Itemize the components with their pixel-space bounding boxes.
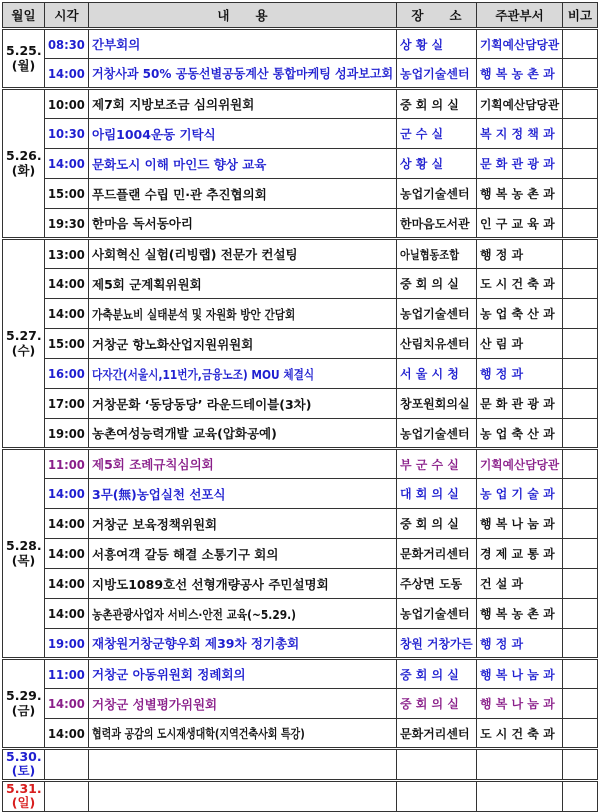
event-place bbox=[397, 719, 477, 749]
event-dept-text: 문 화 관 광 과 bbox=[480, 157, 555, 171]
event-time bbox=[45, 119, 89, 149]
event-place bbox=[397, 780, 477, 811]
schedule-row bbox=[3, 269, 598, 299]
event-dept bbox=[477, 719, 563, 749]
schedule-row bbox=[3, 749, 598, 781]
schedule-row bbox=[3, 119, 598, 149]
schedule-row bbox=[3, 149, 598, 179]
day-date-cell bbox=[3, 780, 45, 811]
event-content bbox=[89, 479, 397, 509]
day-date-cell bbox=[3, 749, 45, 781]
schedule-row bbox=[3, 719, 598, 749]
event-content-text: 지방도1089호선 선형개량공사 주민설명회 bbox=[92, 576, 329, 592]
event-time-text: 14:00 bbox=[48, 276, 85, 291]
event-place bbox=[397, 389, 477, 419]
event-note bbox=[563, 449, 598, 479]
event-place bbox=[397, 179, 477, 209]
event-place-text: 중 회 의 실 bbox=[400, 277, 459, 291]
event-time bbox=[45, 689, 89, 719]
event-time bbox=[45, 89, 89, 119]
event-dept bbox=[477, 479, 563, 509]
day-date: 5.31. bbox=[6, 780, 42, 796]
event-dept-text: 농 업 기 술 과 bbox=[480, 487, 555, 501]
event-dept-text: 행 복 나 눔 과 bbox=[480, 697, 555, 711]
event-content bbox=[89, 689, 397, 719]
event-time-text: 14:00 bbox=[48, 576, 85, 591]
event-note bbox=[563, 749, 598, 781]
event-content bbox=[89, 419, 397, 449]
event-content-text: 한마음 독서동아리 bbox=[92, 216, 193, 231]
event-place bbox=[397, 599, 477, 629]
event-place-text: 상 황 실 bbox=[400, 37, 444, 52]
event-dept bbox=[477, 89, 563, 119]
event-time bbox=[45, 539, 89, 569]
day-date-cell bbox=[3, 239, 45, 449]
event-dept bbox=[477, 269, 563, 299]
event-note bbox=[563, 89, 598, 119]
header-content: 내 용 bbox=[89, 3, 397, 29]
header-place: 장 소 bbox=[397, 3, 477, 29]
event-time-text: 14:00 bbox=[48, 306, 85, 321]
event-place bbox=[397, 629, 477, 659]
event-dept bbox=[477, 509, 563, 539]
event-content-text: 간부회의 bbox=[92, 37, 141, 52]
event-time bbox=[45, 59, 89, 89]
event-time-text: 13:00 bbox=[48, 246, 85, 262]
day-weekday: (수) bbox=[11, 342, 36, 358]
day-date-cell bbox=[3, 449, 45, 659]
event-place bbox=[397, 689, 477, 719]
event-place-text: 산림치유센터 bbox=[400, 337, 470, 351]
event-dept-text: 경 제 교 통 과 bbox=[480, 547, 555, 561]
event-content bbox=[89, 719, 397, 749]
event-dept bbox=[477, 299, 563, 329]
event-time bbox=[45, 569, 89, 599]
event-dept-text: 행 복 농 촌 과 bbox=[480, 187, 555, 201]
event-dept bbox=[477, 119, 563, 149]
day-date-cell bbox=[3, 89, 45, 239]
event-content-text: 농촌여성능력개발 교육(압화공예) bbox=[92, 426, 277, 441]
event-time bbox=[45, 359, 89, 389]
event-content bbox=[89, 59, 397, 89]
event-content-text: 거창문화 ‘동당동당’ 라운드테이블(3차) bbox=[92, 396, 312, 412]
schedule-row bbox=[3, 599, 598, 629]
event-time-text: 14:00 bbox=[48, 696, 85, 711]
event-content bbox=[89, 569, 397, 599]
event-dept-text: 행 정 과 bbox=[480, 367, 524, 381]
event-note bbox=[563, 389, 598, 419]
event-note bbox=[563, 689, 598, 719]
event-place bbox=[397, 59, 477, 89]
schedule-row bbox=[3, 89, 598, 119]
event-content bbox=[89, 780, 397, 811]
event-dept-text: 행 복 농 촌 과 bbox=[480, 66, 555, 81]
event-content-text: 거창군 보육정책위원회 bbox=[92, 516, 218, 532]
event-place-text: 농업기술센터 bbox=[400, 307, 470, 321]
event-dept bbox=[477, 780, 563, 811]
event-dept-text: 도 시 건 축 과 bbox=[480, 726, 555, 741]
event-dept-text: 행 복 나 눔 과 bbox=[480, 667, 555, 682]
event-content bbox=[89, 599, 397, 629]
day-date: 5.29. bbox=[6, 688, 42, 704]
schedule-row bbox=[3, 449, 598, 479]
event-content bbox=[89, 269, 397, 299]
event-content bbox=[89, 179, 397, 209]
event-content-text: 가축분뇨비 실태분석 및 자원화 방안 간담회 bbox=[92, 306, 296, 322]
event-dept-text: 문 화 관 광 과 bbox=[480, 397, 555, 411]
event-place-text: 농업기술센터 bbox=[400, 607, 470, 621]
event-dept bbox=[477, 389, 563, 419]
event-time-text: 14:00 bbox=[48, 606, 85, 621]
event-note bbox=[563, 539, 598, 569]
schedule-row bbox=[3, 659, 598, 689]
event-note bbox=[563, 299, 598, 329]
event-place bbox=[397, 29, 477, 59]
event-content-text: 다자간(서울시,11번가,금융노조) MOU 체결식 bbox=[92, 366, 315, 382]
event-dept-text: 행 정 과 bbox=[480, 636, 524, 651]
event-time-text: 14:00 bbox=[48, 725, 85, 741]
event-dept-text: 도 시 건 축 과 bbox=[480, 277, 555, 291]
day-date: 5.26. bbox=[6, 148, 42, 164]
event-dept bbox=[477, 59, 563, 89]
schedule-sheet bbox=[2, 2, 598, 812]
event-time-text: 10:30 bbox=[48, 126, 85, 141]
event-dept-text: 행 복 농 촌 과 bbox=[480, 607, 555, 621]
event-note bbox=[563, 509, 598, 539]
event-place-text: 중 회 의 실 bbox=[400, 517, 459, 531]
event-content-text: 아림1004운동 기탁식 bbox=[92, 126, 216, 142]
event-place-text: 농업기술센터 bbox=[400, 66, 470, 81]
day-weekday: (목) bbox=[11, 552, 36, 568]
event-dept-text: 복 지 정 책 과 bbox=[480, 127, 555, 141]
event-content-text: 거창군 성별평가위원회 bbox=[92, 696, 218, 712]
event-dept-text: 건 설 과 bbox=[480, 577, 524, 591]
schedule-row bbox=[3, 539, 598, 569]
event-content bbox=[89, 389, 397, 419]
event-content-text: 제7회 지방보조금 심의위원회 bbox=[92, 97, 255, 112]
event-dept bbox=[477, 629, 563, 659]
event-place bbox=[397, 539, 477, 569]
schedule-row bbox=[3, 780, 598, 811]
event-place bbox=[397, 479, 477, 509]
event-time-text: 11:00 bbox=[48, 456, 85, 472]
event-place bbox=[397, 359, 477, 389]
event-place-text: 창포원회의실 bbox=[400, 397, 470, 411]
event-content-text: 협력과 공감의 도시재생대학(지역건축사회 특강) bbox=[92, 726, 305, 741]
event-time bbox=[45, 719, 89, 749]
schedule-row bbox=[3, 389, 598, 419]
event-content-text: 제5회 조례규칙심의회 bbox=[92, 457, 214, 472]
event-place-text: 군 수 실 bbox=[400, 127, 444, 141]
event-time bbox=[45, 659, 89, 689]
event-time-text: 15:00 bbox=[48, 186, 85, 201]
event-time-text: 14:00 bbox=[48, 156, 85, 171]
event-time bbox=[45, 509, 89, 539]
event-time bbox=[45, 299, 89, 329]
header-dept: 주관부서 bbox=[477, 3, 563, 29]
event-time-text: 14:00 bbox=[48, 65, 85, 81]
event-note bbox=[563, 119, 598, 149]
event-content bbox=[89, 659, 397, 689]
event-dept bbox=[477, 659, 563, 689]
schedule-row bbox=[3, 419, 598, 449]
event-time bbox=[45, 269, 89, 299]
event-time-text: 10:00 bbox=[48, 96, 85, 112]
event-dept-text: 기획예산담당관 bbox=[480, 97, 560, 112]
event-place bbox=[397, 749, 477, 781]
event-time bbox=[45, 329, 89, 359]
event-note bbox=[563, 239, 598, 269]
event-time-text: 11:00 bbox=[48, 666, 85, 682]
day-weekday: (금) bbox=[11, 702, 36, 718]
weekly-schedule-table bbox=[2, 2, 598, 812]
event-dept-text: 농 업 축 산 과 bbox=[480, 307, 555, 321]
day-date-cell bbox=[3, 29, 45, 89]
event-content-text: 사회혁신 실험(리빙랩) 전문가 컨설팅 bbox=[92, 247, 298, 262]
header-row bbox=[3, 3, 598, 29]
schedule-row bbox=[3, 239, 598, 269]
event-note bbox=[563, 269, 598, 299]
event-place-text: 문화거리센터 bbox=[400, 547, 470, 561]
schedule-row bbox=[3, 479, 598, 509]
event-note bbox=[563, 780, 598, 811]
event-note bbox=[563, 629, 598, 659]
day-date-cell bbox=[3, 659, 45, 749]
event-content bbox=[89, 119, 397, 149]
event-time bbox=[45, 389, 89, 419]
day-date: 5.25. bbox=[6, 43, 42, 59]
schedule-body bbox=[3, 29, 598, 812]
event-content bbox=[89, 539, 397, 569]
event-content-text: 거창군 아동위원회 정례회의 bbox=[92, 667, 246, 682]
event-time bbox=[45, 780, 89, 811]
event-time-text: 08:30 bbox=[48, 36, 85, 52]
event-dept bbox=[477, 689, 563, 719]
event-note bbox=[563, 659, 598, 689]
event-place-text: 주상면 도동 bbox=[400, 577, 463, 591]
event-content bbox=[89, 329, 397, 359]
schedule-row bbox=[3, 209, 598, 239]
event-note bbox=[563, 599, 598, 629]
event-time-text: 16:00 bbox=[48, 366, 85, 381]
event-content-text: 거창군 항노화산업지원위원회 bbox=[92, 336, 254, 352]
event-place bbox=[397, 269, 477, 299]
event-content bbox=[89, 209, 397, 239]
header-time: 시각 bbox=[45, 3, 89, 29]
event-dept bbox=[477, 359, 563, 389]
event-content-text: 제5회 군계획위원회 bbox=[92, 276, 202, 292]
event-dept bbox=[477, 539, 563, 569]
event-dept-text: 산 림 과 bbox=[480, 337, 524, 351]
schedule-row bbox=[3, 509, 598, 539]
event-content bbox=[89, 509, 397, 539]
event-dept bbox=[477, 239, 563, 269]
day-weekday: (일) bbox=[11, 795, 36, 811]
schedule-row bbox=[3, 329, 598, 359]
day-date: 5.28. bbox=[6, 538, 42, 554]
event-content bbox=[89, 749, 397, 781]
schedule-row bbox=[3, 299, 598, 329]
header-date: 월일 bbox=[3, 3, 45, 29]
event-content-text: 농촌관광사업자 서비스·안전 교육(~5.29.) bbox=[92, 606, 296, 622]
event-content bbox=[89, 629, 397, 659]
day-weekday: (화) bbox=[11, 162, 36, 178]
event-content-text: 문화도시 이해 마인드 향상 교육 bbox=[92, 156, 267, 172]
event-time bbox=[45, 209, 89, 239]
event-time-text: 14:00 bbox=[48, 486, 85, 501]
event-place bbox=[397, 89, 477, 119]
event-content bbox=[89, 89, 397, 119]
event-time bbox=[45, 749, 89, 781]
event-place bbox=[397, 149, 477, 179]
event-note bbox=[563, 419, 598, 449]
event-note bbox=[563, 29, 598, 59]
event-time-text: 19:00 bbox=[48, 635, 85, 651]
header-note: 비고 bbox=[563, 3, 598, 29]
event-place bbox=[397, 569, 477, 599]
event-time-text: 14:00 bbox=[48, 546, 85, 561]
event-dept bbox=[477, 329, 563, 359]
event-time bbox=[45, 629, 89, 659]
event-dept bbox=[477, 419, 563, 449]
event-place-text: 한마음도서관 bbox=[400, 216, 470, 231]
event-note bbox=[563, 569, 598, 599]
event-place bbox=[397, 299, 477, 329]
event-place-text: 중 회 의 실 bbox=[400, 97, 459, 112]
event-note bbox=[563, 149, 598, 179]
event-time-text: 17:00 bbox=[48, 396, 85, 411]
event-dept-text: 행 정 과 bbox=[480, 247, 524, 262]
event-dept bbox=[477, 149, 563, 179]
event-content-text: 푸드플랜 수립 민·관 추진협의회 bbox=[92, 186, 267, 202]
schedule-row bbox=[3, 359, 598, 389]
day-date: 5.27. bbox=[6, 328, 42, 344]
event-time-text: 19:00 bbox=[48, 425, 85, 441]
event-dept bbox=[477, 179, 563, 209]
event-content bbox=[89, 299, 397, 329]
event-place bbox=[397, 329, 477, 359]
event-content bbox=[89, 29, 397, 59]
event-note bbox=[563, 59, 598, 89]
event-dept-text: 기획예산담당관 bbox=[480, 457, 560, 472]
event-time bbox=[45, 29, 89, 59]
event-time bbox=[45, 449, 89, 479]
event-content-text: 3무(無)농업실천 선포식 bbox=[92, 486, 226, 502]
event-time-text: 19:30 bbox=[48, 215, 85, 231]
event-time bbox=[45, 149, 89, 179]
event-place bbox=[397, 419, 477, 449]
event-time bbox=[45, 599, 89, 629]
event-dept bbox=[477, 209, 563, 239]
schedule-row bbox=[3, 59, 598, 89]
event-place-text: 부 군 수 실 bbox=[400, 457, 459, 472]
event-dept bbox=[477, 569, 563, 599]
event-time-text: 14:00 bbox=[48, 516, 85, 531]
event-dept bbox=[477, 749, 563, 781]
event-place-text: 상 황 실 bbox=[400, 157, 444, 171]
day-date: 5.30. bbox=[6, 749, 42, 764]
event-time bbox=[45, 479, 89, 509]
event-dept-text: 행 복 나 눔 과 bbox=[480, 517, 555, 531]
day-weekday: (월) bbox=[11, 57, 36, 73]
event-note bbox=[563, 209, 598, 239]
event-place-text: 문화거리센터 bbox=[400, 726, 470, 741]
event-place-text: 농업기술센터 bbox=[400, 426, 470, 441]
event-place bbox=[397, 659, 477, 689]
day-weekday: (토) bbox=[11, 763, 36, 779]
event-content bbox=[89, 359, 397, 389]
event-place bbox=[397, 209, 477, 239]
event-place bbox=[397, 119, 477, 149]
event-place-text: 중 회 의 실 bbox=[400, 667, 459, 682]
event-dept bbox=[477, 599, 563, 629]
schedule-row bbox=[3, 569, 598, 599]
event-place-text: 대 회 의 실 bbox=[400, 487, 459, 501]
event-time bbox=[45, 419, 89, 449]
schedule-row bbox=[3, 179, 598, 209]
event-note bbox=[563, 329, 598, 359]
event-place-text: 농업기술센터 bbox=[400, 187, 470, 201]
event-place-text: 서 울 시 청 bbox=[400, 367, 459, 381]
event-place bbox=[397, 239, 477, 269]
event-place bbox=[397, 509, 477, 539]
event-dept-text: 농 업 축 산 과 bbox=[480, 426, 555, 441]
event-content-text: 재창원거창군향우회 제39차 정기총회 bbox=[92, 636, 300, 651]
event-time bbox=[45, 179, 89, 209]
event-note bbox=[563, 179, 598, 209]
event-content bbox=[89, 149, 397, 179]
event-note bbox=[563, 719, 598, 749]
schedule-row bbox=[3, 629, 598, 659]
event-content bbox=[89, 449, 397, 479]
event-content-text: 거창사과 50% 공동선별공동계산 통합마케팅 성과보고회 bbox=[92, 66, 394, 81]
event-place bbox=[397, 449, 477, 479]
event-note bbox=[563, 479, 598, 509]
schedule-row bbox=[3, 29, 598, 59]
event-place-text: 아닐협동조합 bbox=[400, 247, 460, 262]
event-dept bbox=[477, 29, 563, 59]
event-content bbox=[89, 239, 397, 269]
event-time-text: 15:00 bbox=[48, 336, 85, 351]
schedule-row bbox=[3, 689, 598, 719]
event-dept-text: 기획예산담당관 bbox=[480, 37, 560, 52]
event-place-text: 중 회 의 실 bbox=[400, 697, 459, 711]
event-dept-text: 인 구 교 육 과 bbox=[480, 216, 555, 231]
event-note bbox=[563, 359, 598, 389]
event-place-text: 창원 거창가든 bbox=[400, 636, 473, 651]
event-time bbox=[45, 239, 89, 269]
event-dept bbox=[477, 449, 563, 479]
event-content-text: 서흥여객 갈등 해결 소통기구 회의 bbox=[92, 546, 279, 562]
